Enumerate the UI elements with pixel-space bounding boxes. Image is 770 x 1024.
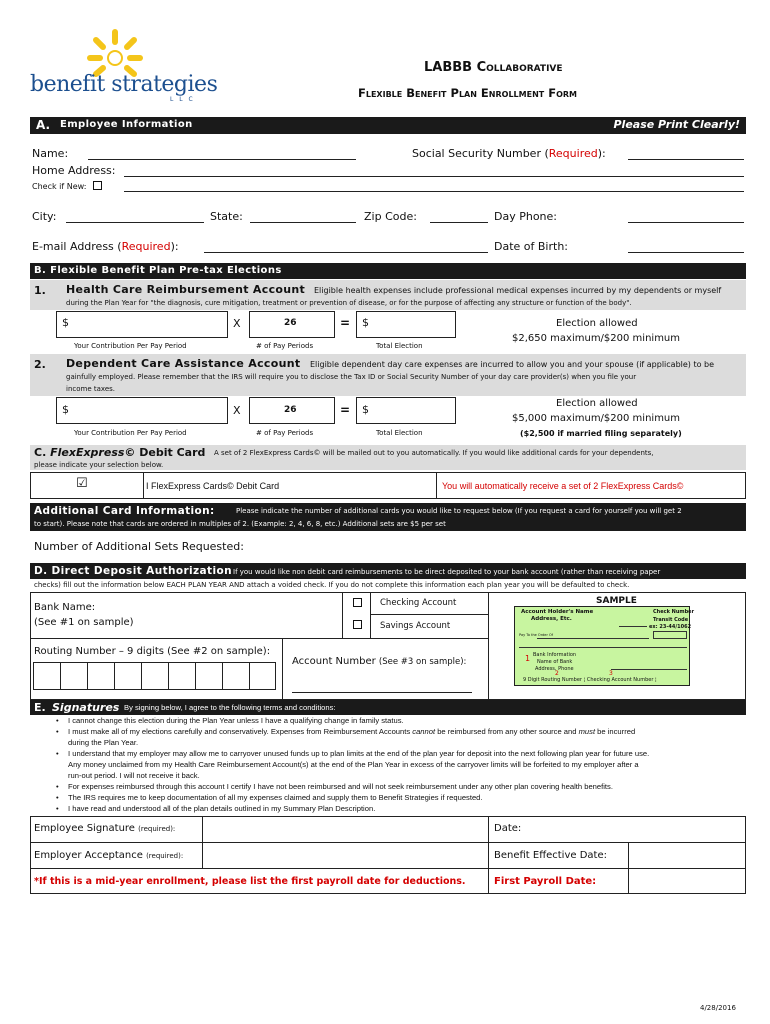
state-label: State: — [210, 210, 243, 223]
account-number-label: Account Number (See #3 on sample): — [292, 656, 467, 667]
footer-date: 4/28/2016 — [700, 1004, 736, 1012]
dd-divider-v4 — [282, 638, 283, 700]
sample-transit: Transit Code — [653, 617, 689, 623]
section-e-letter: E. — [34, 701, 46, 714]
sample-holder: Account Holder's Name — [521, 609, 594, 615]
sample-marker-2: 2 — [555, 670, 559, 677]
checking-account-label: Checking Account — [380, 598, 457, 608]
hc-pay-periods-value: 26 — [284, 318, 297, 328]
home-address-field-2[interactable] — [124, 191, 744, 192]
home-address-field-1[interactable] — [124, 176, 744, 177]
hc-equals-sign: = — [340, 316, 351, 330]
sample-bank-info: Bank Information — [533, 652, 577, 658]
routing-digit-dividers — [33, 662, 276, 690]
print-clearly-note: Please Print Clearly! — [613, 118, 740, 131]
dd-divider-v3 — [370, 592, 371, 638]
section-c-title: C. FlexExpress© Debit Card — [34, 446, 206, 459]
sample-footer: 9 Digit Routing Number ¦ Checking Account Number ¦ — [523, 677, 657, 683]
ssn-field[interactable] — [628, 159, 744, 160]
dc-allowed-line3: ($2,500 if married filing separately) — [520, 429, 682, 438]
additional-card-desc-2: to start). Please note that cards are ordered in multiples of 2. (Example: 2, 4, 6, 8, etc.) Additional sets are $5 per set — [34, 520, 446, 528]
section-d-desc-1: If you would like non debit card reimbursements to be direct deposited to your bank account (rather than receiving paper — [233, 568, 661, 576]
additional-card-desc-1: Please indicate the number of additional cards you would like to request below (If you request a card for yourself you will get 2 — [236, 507, 682, 515]
sample-address: Address, Etc. — [531, 616, 572, 622]
day-phone-label: Day Phone: — [494, 210, 557, 223]
hc-title: Health Care Reimbursement Account — [66, 283, 306, 296]
hc-allowed-line2: $2,650 maximum/$200 minimum — [512, 333, 681, 344]
section-b-header — [30, 263, 746, 279]
sample-marker-1: 1 — [525, 654, 531, 663]
dc-allowed-line2: $5,000 maximum/$200 minimum — [512, 413, 681, 424]
account-number-field[interactable] — [292, 692, 472, 693]
term-5: • The IRS requires me to keep documentation of all my expenses claimed and supply them to Benefit Strategies if requested. — [56, 792, 736, 803]
sample-marker-3: 3 — [609, 670, 613, 677]
hc-desc-2: during the Plan Year for "the diagnosis, cure mitigation, treatment or prevention of disease, or for the purpose of affecting any structure or function of the body". — [66, 299, 632, 307]
dc-total-dollar-sign: $ — [362, 403, 369, 416]
dc-times-sign: X — [233, 404, 241, 417]
section-a-letter: A. — [36, 118, 51, 132]
sample-bank-address: Address, Phone — [535, 666, 574, 672]
sample-transit-example: ex: 23-44/1062 — [649, 624, 692, 630]
bank-sample-ref: (See #1 on sample) — [34, 617, 134, 628]
ssn-label: Social Security Number (Required): — [412, 147, 606, 160]
dc-pay-periods-value: 26 — [284, 405, 297, 415]
section-d-desc-2: checks) fill out the information below EACH PLAN YEAR AND attach a voided check. If you do not complete this information each plan year you will be defaulted to check. — [34, 581, 630, 589]
city-label: City: — [32, 210, 57, 223]
additional-card-header — [30, 503, 746, 531]
dc-total-caption: Total Election — [376, 429, 423, 437]
section-a-title: Employee Information — [60, 119, 193, 130]
hc-desc-1: Eligible health expenses include professional medical expenses incurred by my dependents or myself — [314, 286, 722, 295]
hc-times-sign: X — [233, 317, 241, 330]
benefit-effective-date-field[interactable] — [629, 843, 745, 867]
sample-check-number: Check Number — [653, 609, 695, 615]
name-label: Name: — [32, 147, 69, 160]
dc-allowed-line1: Election allowed — [556, 398, 638, 409]
section-e-title: Signatures — [52, 701, 120, 714]
dc-contrib-caption: Your Contribution Per Pay Period — [74, 429, 187, 437]
hc-allowed-line1: Election allowed — [556, 318, 638, 329]
auto-receive-note: You will automatically receive a set of 2 FlexExpress Cards© — [442, 481, 684, 491]
logo-suffix: L L C — [170, 96, 195, 103]
dc-desc-2: gainfully employed. Please remember that the IRS will require you to disclose the Tax ID or Social Security Number of your day care provider(s) when you file your — [66, 373, 637, 381]
savings-account-label: Savings Account — [380, 621, 451, 631]
date-label: Date: — [494, 823, 522, 834]
term-3: • I understand that my employer may allow me to carryover unused funds up to plan limits at the end of the plan year for deposit into the next following plan year for future use. Any money unclaimed from my Health Care Reimbursement Account(s) at the end of the Plan Year in excess of the carryover limits will be forfeited to my employer after a run-out period. I will not receive it back. — [56, 748, 736, 781]
company-logo — [30, 28, 218, 106]
section-b-title: B. Flexible Benefit Plan Pre-tax Elections — [34, 265, 282, 276]
sample-check — [514, 606, 695, 686]
additional-card-title: Additional Card Information: — [34, 505, 215, 517]
option-divider-2 — [436, 472, 437, 499]
dc-number: 2. — [34, 358, 46, 371]
dd-divider-h2 — [370, 614, 488, 615]
hc-periods-caption: # of Pay Periods — [256, 342, 314, 350]
hc-total-election-field[interactable] — [356, 311, 456, 338]
sample-written-line — [519, 647, 687, 648]
term-2: • I must make all of my elections carefully and conservatively. Expenses from Reimbursement Accounts cannot be reimbursed from any other source and must be incurred during the Plan Year. — [56, 726, 736, 748]
zip-label: Zip Code: — [364, 210, 417, 223]
employer-acceptance-field[interactable] — [203, 843, 487, 867]
additional-sets-label: Number of Additional Sets Requested: — [34, 540, 244, 553]
term-6: • I have read and understood all of the plan details outlined in my Summary Plan Description. — [56, 803, 736, 814]
section-c-desc-1: A set of 2 FlexExpress Cards© will be mailed out to you automatically. If you would like additional cards for your dependents, — [214, 449, 654, 457]
hc-number: 1. — [34, 284, 46, 297]
sample-label: SAMPLE — [596, 596, 637, 606]
debit-card-option-label: I FlexExpress Cards© Debit Card — [146, 481, 280, 491]
section-a-header — [30, 117, 746, 134]
zip-field[interactable] — [430, 222, 488, 223]
sample-amount-box — [653, 631, 687, 639]
dd-divider-h1 — [30, 638, 488, 639]
savings-account-checkbox[interactable] — [353, 620, 362, 629]
debit-card-checkbox[interactable]: ☑ — [76, 476, 88, 491]
dc-total-election-field[interactable] — [356, 397, 456, 424]
email-field[interactable] — [204, 252, 488, 253]
dc-desc-1: Eligible dependent day care expenses are incurred to allow you and your spouse (if applicable) to be — [310, 360, 715, 369]
check-if-new-checkbox[interactable] — [93, 181, 102, 190]
sig-divider-v2 — [488, 816, 489, 894]
option-divider-1 — [143, 472, 144, 499]
dob-label: Date of Birth: — [494, 240, 569, 253]
dd-divider-v2 — [488, 592, 489, 700]
first-payroll-date-field[interactable] — [629, 869, 745, 893]
dc-dollar-sign: $ — [62, 403, 69, 416]
sample-payee-line — [537, 638, 649, 639]
employer-acceptance-label: Employer Acceptance (required): — [34, 850, 184, 861]
state-field[interactable] — [250, 222, 356, 223]
dc-equals-sign: = — [340, 403, 351, 417]
employee-signature-label: Employee Signature (required): — [34, 823, 176, 834]
terms-list — [56, 715, 736, 814]
day-phone-field[interactable] — [628, 222, 744, 223]
name-field[interactable] — [88, 159, 356, 160]
checking-account-checkbox[interactable] — [353, 598, 362, 607]
term-1: • I cannot change this election during the Plan Year unless I have a qualifying change in family status. — [56, 715, 736, 726]
dc-contribution-field[interactable] — [56, 397, 228, 424]
form-title-line2: Flexible Benefit Plan Enrollment Form — [358, 86, 578, 100]
bank-name-label: Bank Name: — [34, 602, 96, 613]
section-e-header — [30, 700, 746, 715]
sample-date-line — [619, 626, 647, 627]
dc-periods-caption: # of Pay Periods — [256, 429, 314, 437]
dob-field[interactable] — [628, 252, 744, 253]
hc-total-dollar-sign: $ — [362, 316, 369, 329]
form-title-line1: LABBB Collaborative — [424, 60, 563, 75]
dc-title: Dependent Care Assistance Account — [66, 357, 301, 370]
date-field[interactable] — [528, 817, 744, 841]
dd-divider-v1 — [342, 592, 343, 638]
hc-contrib-caption: Your Contribution Per Pay Period — [74, 342, 187, 350]
dc-desc-3: income taxes. — [66, 385, 116, 393]
section-c-desc-2: please indicate your selection below. — [34, 461, 164, 469]
benefit-effective-date-label: Benefit Effective Date: — [494, 850, 607, 861]
section-e-intro: By signing below, I agree to the following terms and conditions: — [124, 703, 336, 712]
hc-total-caption: Total Election — [376, 342, 423, 350]
check-if-new-label: Check if New: — [32, 182, 87, 191]
first-payroll-date-label: First Payroll Date: — [494, 876, 597, 887]
sample-pay-to: Pay To the Order Of — [519, 633, 553, 637]
term-4: • For expenses reimbursed through this account I certify I have not been reimbursed and will not seek reimbursement under any other plan covering health benefits. — [56, 781, 736, 792]
home-address-label: Home Address: — [32, 164, 116, 177]
logo-name: benefit strategies — [30, 72, 218, 97]
employee-signature-field[interactable] — [203, 817, 487, 841]
hc-contribution-field[interactable] — [56, 311, 228, 338]
sample-bank-name: Name of Bank — [537, 659, 573, 665]
email-label: E-mail Address (Required): — [32, 240, 179, 253]
hc-dollar-sign: $ — [62, 316, 69, 329]
city-field[interactable] — [66, 222, 204, 223]
sample-memo-line — [611, 669, 687, 670]
section-d-title: D. Direct Deposit Authorization — [34, 565, 232, 577]
routing-number-label: Routing Number – 9 digits (See #2 on sample): — [34, 646, 271, 657]
mid-year-note: *If this is a mid-year enrollment, please list the first payroll date for deductions. — [34, 876, 466, 887]
